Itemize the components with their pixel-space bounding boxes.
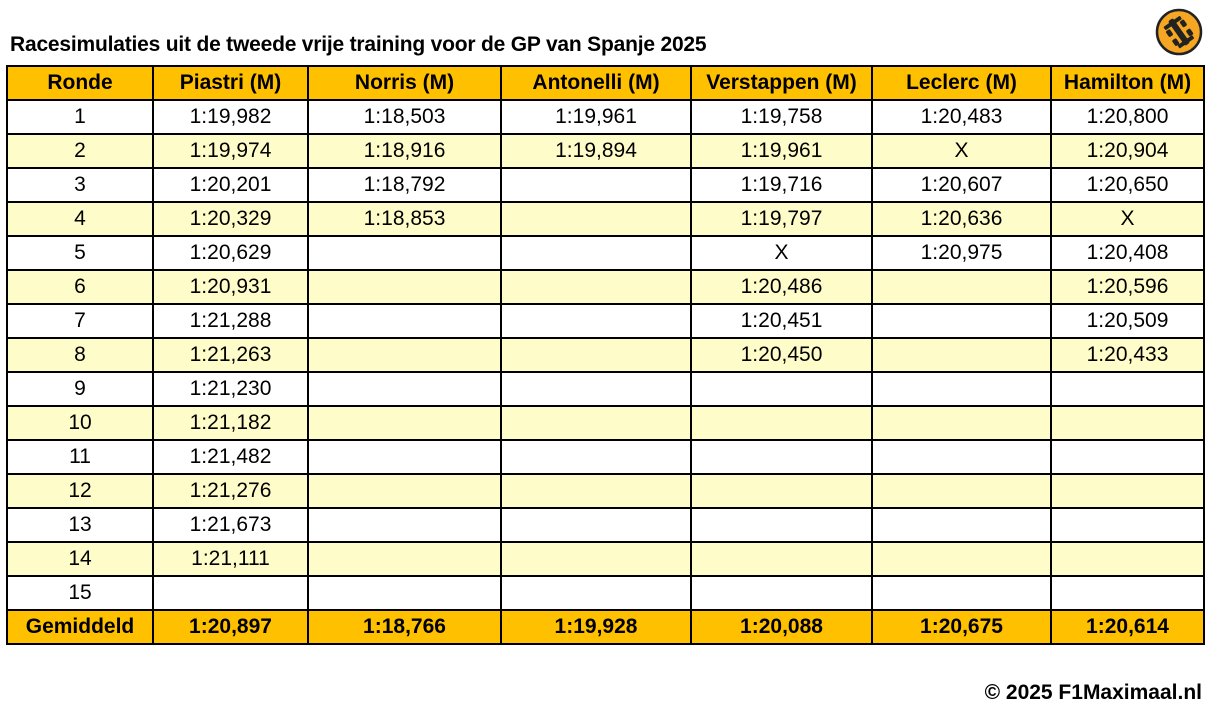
lap-time-cell [691,576,872,610]
table-row [7,270,1204,304]
table-row [7,542,1204,576]
table-row [7,508,1204,542]
lap-time-cell [1051,474,1204,508]
lap-number-cell: 2 [7,134,153,168]
lap-time-cell [691,508,872,542]
lap-time-cell: 1:20,636 [872,202,1051,236]
lap-time-cell: X [1051,202,1204,236]
average-time-cell: 1:18,766 [308,610,501,644]
lap-time-cell: 1:19,961 [501,100,691,134]
f1-car-icon [1155,8,1203,56]
lap-number-cell: 4 [7,202,153,236]
lap-time-cell: 1:21,482 [153,440,308,474]
lap-number-cell: 1 [7,100,153,134]
lap-time-cell [308,440,501,474]
lap-time-cell [501,304,691,338]
table-row [7,372,1204,406]
lap-time-cell [308,304,501,338]
lap-time-cell: 1:21,673 [153,508,308,542]
lap-time-cell [691,372,872,406]
lap-time-cell [872,440,1051,474]
lap-time-cell [153,576,308,610]
table-row [7,168,1204,202]
lap-time-cell: 1:18,503 [308,100,501,134]
column-header: Antonelli (M) [501,66,691,100]
lap-time-cell [872,576,1051,610]
table-row [7,406,1204,440]
lap-number-cell: 5 [7,236,153,270]
lap-time-cell [1051,508,1204,542]
lap-time-cell [872,338,1051,372]
table-header-row [7,66,1204,100]
lap-time-cell: 1:19,797 [691,202,872,236]
lap-time-cell [501,270,691,304]
average-label-cell: Gemiddeld [7,610,153,644]
lap-time-cell: 1:19,894 [501,134,691,168]
average-row [7,610,1204,644]
lap-time-cell: 1:20,329 [153,202,308,236]
lap-number-cell: 3 [7,168,153,202]
lap-time-cell [501,576,691,610]
lap-number-cell: 8 [7,338,153,372]
lap-number-cell: 6 [7,270,153,304]
lap-time-cell [691,440,872,474]
lap-time-cell [872,406,1051,440]
column-header: Norris (M) [308,66,501,100]
table-row [7,304,1204,338]
lap-time-cell [308,372,501,406]
lap-number-cell: 15 [7,576,153,610]
lap-time-cell [501,508,691,542]
lap-number-cell: 10 [7,406,153,440]
lap-number-cell: 13 [7,508,153,542]
lap-time-cell [691,474,872,508]
column-header: Hamilton (M) [1051,66,1204,100]
lap-time-cell: 1:20,451 [691,304,872,338]
lap-time-cell [501,372,691,406]
table-row [7,134,1204,168]
lap-time-cell: 1:20,904 [1051,134,1204,168]
table-row [7,576,1204,610]
lap-time-cell: 1:21,288 [153,304,308,338]
average-time-cell: 1:19,928 [501,610,691,644]
lap-time-cell: 1:18,853 [308,202,501,236]
copyright-text: © 2025 F1Maximaal.nl [984,681,1202,704]
lap-number-cell: 7 [7,304,153,338]
lap-time-cell: 1:18,792 [308,168,501,202]
lap-time-cell [308,338,501,372]
lap-time-cell: 1:21,230 [153,372,308,406]
lap-time-cell: X [691,236,872,270]
lap-time-cell: 1:21,263 [153,338,308,372]
lap-time-cell: 1:19,961 [691,134,872,168]
lap-time-cell [1051,406,1204,440]
average-time-cell: 1:20,897 [153,610,308,644]
lap-time-cell [501,338,691,372]
lap-time-cell: 1:21,182 [153,406,308,440]
lap-time-cell [308,474,501,508]
page-title: Racesimulaties uit de tweede vrije training voor de GP van Spanje 2025 [10,33,707,56]
lap-number-cell: 9 [7,372,153,406]
table-row [7,338,1204,372]
lap-time-cell: 1:21,276 [153,474,308,508]
lap-time-cell [1051,372,1204,406]
lap-time-cell: 1:20,486 [691,270,872,304]
lap-time-cell [308,508,501,542]
lap-time-cell: 1:20,629 [153,236,308,270]
lap-time-cell [501,440,691,474]
lap-time-cell [308,236,501,270]
table-body [7,100,1204,644]
lap-time-cell: 1:20,975 [872,236,1051,270]
lap-time-cell [308,576,501,610]
lap-time-cell: 1:18,916 [308,134,501,168]
lap-number-cell: 14 [7,542,153,576]
lap-time-cell [1051,576,1204,610]
lap-time-cell [691,406,872,440]
lap-time-cell [308,270,501,304]
lap-time-cell: 1:19,758 [691,100,872,134]
lap-time-cell [501,168,691,202]
average-time-cell: 1:20,088 [691,610,872,644]
lap-time-cell: 1:20,607 [872,168,1051,202]
lap-time-cell [1051,542,1204,576]
lap-time-cell: 1:20,509 [1051,304,1204,338]
lap-times-table [6,65,1205,645]
lap-time-cell: 1:20,483 [872,100,1051,134]
lap-time-cell: 1:20,450 [691,338,872,372]
column-header: Leclerc (M) [872,66,1051,100]
lap-time-cell [501,406,691,440]
lap-time-cell: 1:20,931 [153,270,308,304]
lap-number-cell: 11 [7,440,153,474]
lap-time-cell: 1:19,982 [153,100,308,134]
lap-time-cell: 1:20,433 [1051,338,1204,372]
table-row [7,474,1204,508]
average-time-cell: 1:20,614 [1051,610,1204,644]
lap-time-cell: 1:19,716 [691,168,872,202]
table-row [7,100,1204,134]
lap-time-cell [872,508,1051,542]
lap-time-cell [872,304,1051,338]
column-header: Verstappen (M) [691,66,872,100]
table-row [7,202,1204,236]
column-header: Ronde [7,66,153,100]
lap-time-cell [872,270,1051,304]
lap-time-cell [691,542,872,576]
lap-time-cell: 1:20,800 [1051,100,1204,134]
lap-time-cell [872,542,1051,576]
lap-time-cell [1051,440,1204,474]
table-row [7,236,1204,270]
average-time-cell: 1:20,675 [872,610,1051,644]
lap-time-cell: 1:20,408 [1051,236,1204,270]
lap-time-cell: X [872,134,1051,168]
lap-time-cell: 1:21,111 [153,542,308,576]
lap-time-cell: 1:20,201 [153,168,308,202]
lap-time-cell: 1:20,650 [1051,168,1204,202]
lap-time-cell [501,236,691,270]
lap-time-cell: 1:19,974 [153,134,308,168]
lap-time-cell [501,474,691,508]
lap-time-cell [872,474,1051,508]
table-row [7,440,1204,474]
lap-time-cell [501,542,691,576]
lap-time-cell [501,202,691,236]
lap-time-cell [308,406,501,440]
lap-time-cell [308,542,501,576]
column-header: Piastri (M) [153,66,308,100]
lap-time-cell [872,372,1051,406]
lap-number-cell: 12 [7,474,153,508]
lap-time-cell: 1:20,596 [1051,270,1204,304]
